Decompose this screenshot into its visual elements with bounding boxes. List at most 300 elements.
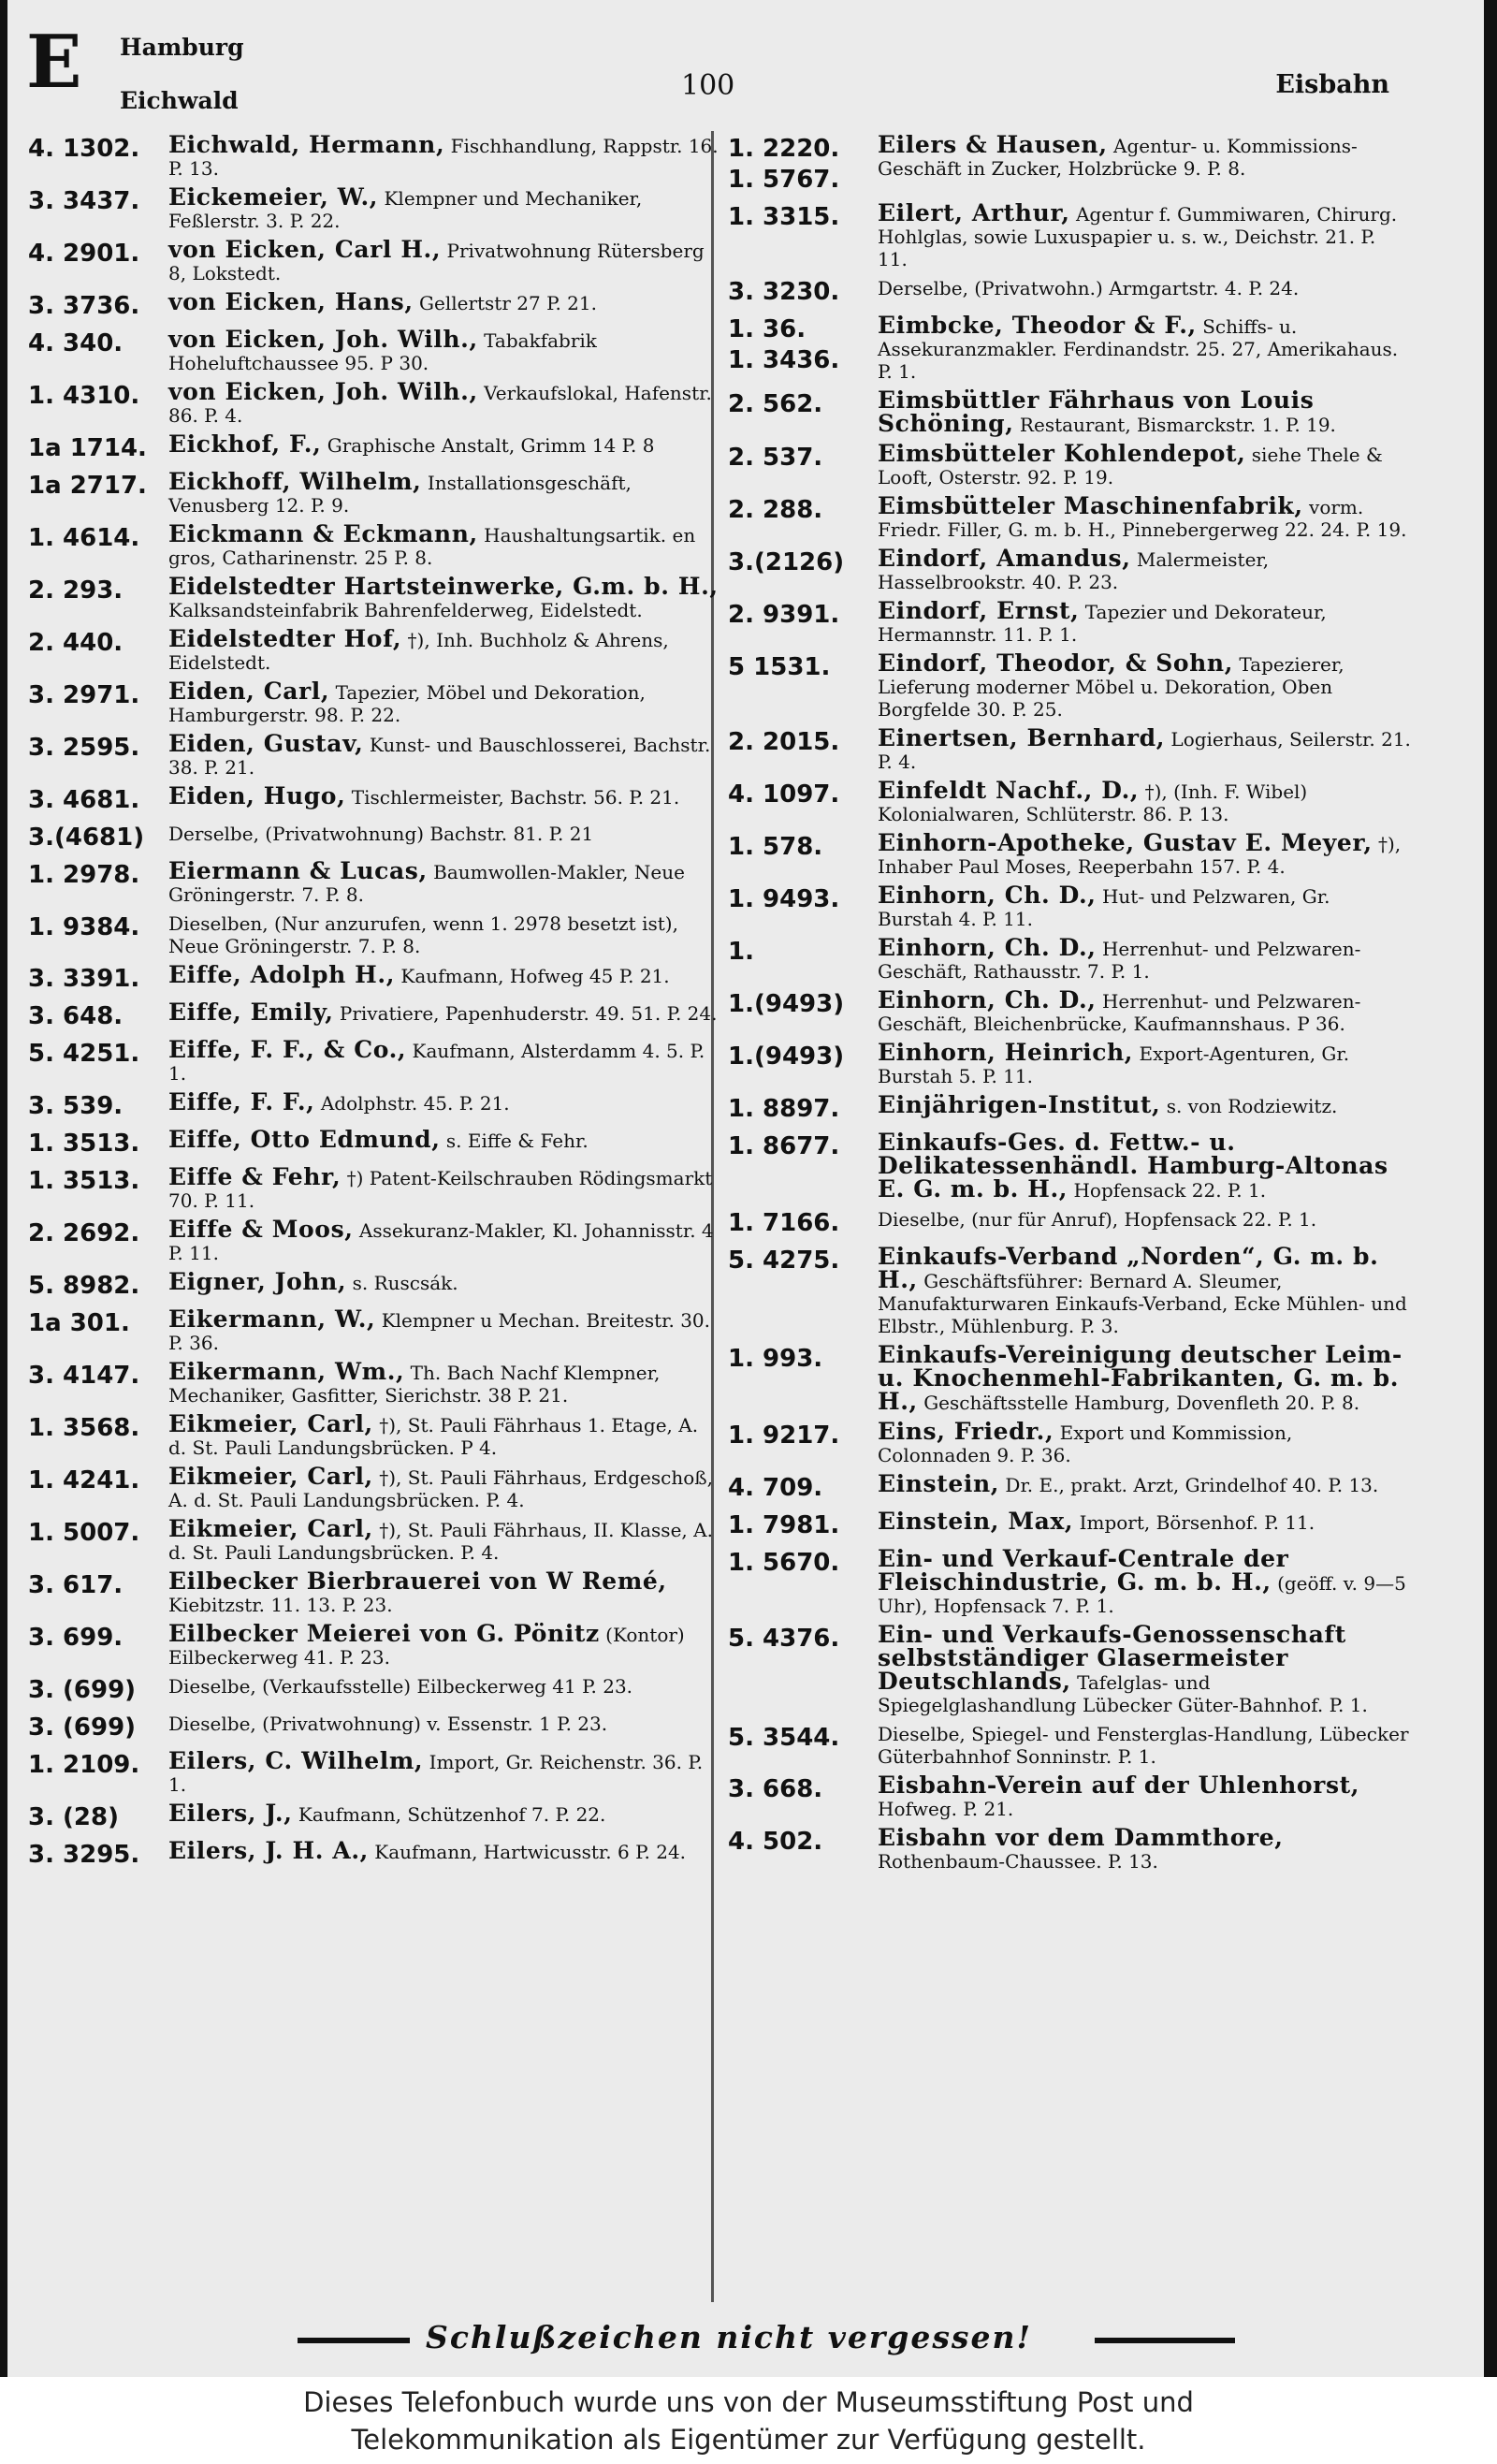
entry-text — [878, 1510, 1411, 1534]
entry-text — [168, 1126, 720, 1153]
directory-entry — [28, 1567, 720, 1616]
ownership-caption — [0, 2384, 1497, 2458]
entry-text — [168, 1088, 720, 1115]
entry-name: Eikermann, W., — [168, 1305, 376, 1333]
entry-details: Graphische Anstalt, Grimm 14 P. 8 — [327, 434, 655, 457]
entry-details: Kiebitzstr. 11. 13. P. 23. — [168, 1594, 393, 1616]
directory-entry — [28, 1410, 720, 1459]
entry-name: Eiffe, F. F., & Co., — [168, 1036, 407, 1063]
entry-name: Eikmeier, Carl, — [168, 1515, 373, 1542]
entry-name: Eiffe, F. F., — [168, 1088, 315, 1115]
entry-name: Einhorn, Ch. D., — [878, 986, 1097, 1013]
entry-details: †) Patent-Keilschrauben Rödingsmarkt 70. P. 11. — [168, 1167, 713, 1212]
entry-details: Haushaltungsartik. en gros, Catharinenstr. 25 P. 8. — [168, 524, 696, 569]
entry-name: Eikmeier, Carl, — [168, 1463, 373, 1490]
entry-text — [878, 1771, 1411, 1820]
entry-name: Eimsbütteler Maschinenfabrik, — [878, 492, 1303, 519]
phone-number: 3.(4681) — [28, 824, 145, 852]
entry-text — [168, 1410, 720, 1459]
directory-entry — [728, 1824, 1411, 1873]
phone-number: 1. 2109. — [28, 1751, 140, 1779]
entry-details: Dieselbe, (nur für Anruf), Hopfensack 22. P. 1. — [878, 1208, 1317, 1231]
header-first-entry: Eichwald — [120, 87, 239, 114]
entry-name: Eickemeier, W., — [168, 183, 379, 211]
phone-number: 3. (699) — [28, 1713, 137, 1742]
entry-details: Tabakfabrik Hoheluftchaussee 95. P 30. — [168, 329, 597, 374]
entry-details: Geschäftsstelle Hamburg, Dovenfleth 20. P. 8. — [923, 1392, 1360, 1414]
entry-name: Eindorf, Amandus, — [878, 545, 1131, 572]
entry-name: Eidelstedter Hartsteinwerke, G.m. b. H., — [168, 573, 719, 600]
entry-name: Einjährigen-Institut, — [878, 1091, 1161, 1118]
entry-details: †), Inh. Buchholz & Ahrens, Eidelstedt. — [168, 629, 669, 674]
entry-name: Eimbcke, Theodor & F., — [878, 312, 1197, 339]
entry-details: Dr. E., prakt. Arzt, Grindelhof 40. P. 13. — [1005, 1474, 1379, 1496]
phone-number: 1. 3513. — [28, 1167, 140, 1195]
entry-text — [168, 468, 720, 517]
phone-number: 1. 9384. — [28, 913, 140, 941]
section-letter: E — [26, 20, 82, 105]
phone-number: 1.(9493) — [728, 1042, 845, 1071]
directory-entry — [28, 378, 720, 427]
entry-text — [878, 1824, 1411, 1873]
directory-entry — [28, 857, 720, 906]
entry-details: †), St. Pauli Fährhaus, II. Klasse, A. d. St. Pauli Landungsbrücken. P. 4. — [168, 1519, 713, 1564]
entry-text — [168, 1163, 720, 1212]
entry-name: Eiden, Gustav, — [168, 730, 364, 757]
directory-entry — [28, 1036, 720, 1085]
phone-number: 1. 8677. — [728, 1132, 840, 1160]
entry-text — [168, 730, 720, 779]
entry-name: Einhorn, Ch. D., — [878, 882, 1097, 909]
directory-entry — [728, 440, 1411, 488]
entry-name: Eikmeier, Carl, — [168, 1410, 373, 1437]
directory-entry — [728, 199, 1411, 270]
directory-entry — [28, 236, 720, 284]
entry-text — [878, 386, 1411, 437]
directory-entry — [28, 131, 720, 180]
phone-number: 1. 3315. — [728, 203, 840, 231]
entry-name: Eilers & Hausen, — [878, 131, 1108, 158]
directory-entry — [28, 288, 720, 322]
entry-text — [878, 1131, 1411, 1202]
entry-name: Eilers, J., — [168, 1800, 293, 1827]
entry-text — [168, 1675, 720, 1698]
entry-details: †), Inhaber Paul Moses, Reeperbahn 157. P. 4. — [878, 833, 1402, 878]
directory-entry — [28, 625, 720, 674]
entry-name: Eindorf, Theodor, & Sohn, — [878, 649, 1234, 677]
phone-number: 1. 7981. — [728, 1511, 840, 1539]
phone-number: 4. 709. — [728, 1474, 823, 1502]
entry-name: Einhorn, Heinrich, — [878, 1039, 1134, 1066]
entry-name: von Eicken, Joh. Wilh., — [168, 378, 478, 405]
entry-name: Eilbecker Bierbrauerei von W Remé, — [168, 1567, 667, 1595]
directory-entry — [728, 547, 1411, 593]
entry-name: Einertsen, Bernhard, — [878, 724, 1166, 751]
entry-text — [168, 520, 720, 569]
entry-text — [878, 986, 1411, 1035]
entry-details: Derselbe, (Privatwohnung) Bachstr. 81. P. 21 — [168, 823, 594, 845]
entry-text — [168, 912, 720, 957]
entry-text — [168, 1515, 720, 1564]
directory-entry — [28, 183, 720, 232]
directory-entry — [28, 680, 720, 726]
directory-entry — [728, 131, 1411, 196]
directory-entry — [28, 823, 720, 853]
entry-details: Hopfensack 22. P. 1. — [1073, 1179, 1267, 1202]
entry-details: Kalksandsteinfabrik Bahrenfelderweg, Eidelstedt. — [168, 599, 643, 621]
entry-text — [168, 625, 720, 674]
entry-details: Fischhandlung, Rappstr. 16. P. 13. — [168, 135, 719, 180]
entry-details: Logierhaus, Seilerstr. 21. P. 4. — [878, 728, 1411, 773]
entry-details: Agentur f. Gummiwaren, Chirurg. Hohlglas, sowie Luxuspapier u. s. w., Deichstr. 21. P. 11. — [878, 203, 1398, 270]
entry-details: Hut- und Pelzwaren, Gr. Burstah 4. P. 11. — [878, 885, 1330, 930]
phone-number: 1a 1714. — [28, 434, 147, 462]
entry-text — [168, 1567, 720, 1616]
entry-text — [878, 1545, 1411, 1617]
entry-text — [168, 1837, 720, 1864]
entry-details: (Kontor) Eilbeckerweg 41. P. 23. — [168, 1624, 685, 1669]
entry-text — [168, 328, 720, 374]
directory-entry — [728, 314, 1411, 383]
entry-name: Eisbahn vor dem Dammthore, — [878, 1824, 1284, 1851]
entry-details: Dieselben, (Nur anzurufen, wenn 1. 2978 besetzt ist), Neue Gröningerstr. 7. P. 8. — [168, 912, 678, 957]
phone-number: 1. 7166. — [728, 1209, 840, 1237]
entry-details: Export-Agenturen, Gr. Burstah 5. P. 11. — [878, 1042, 1350, 1087]
entry-name: Eikermann, Wm., — [168, 1358, 405, 1385]
entry-name: Eilers, J. H. A., — [168, 1837, 369, 1864]
footer-notice: Schlußzeichen nicht vergessen! — [426, 2319, 1032, 2355]
entry-name: Eiffe & Moos, — [168, 1216, 354, 1243]
directory-entry — [728, 1039, 1411, 1087]
entry-name: Eigner, John, — [168, 1268, 347, 1295]
phone-number: 3.(2126) — [728, 548, 845, 576]
left-column — [28, 131, 720, 1877]
entry-name: Eilers, C. Wilhelm, — [168, 1747, 424, 1774]
phone-number: 1. 36. 1. 3436. — [728, 315, 840, 374]
directory-entry — [28, 1088, 720, 1122]
entry-text — [878, 1621, 1411, 1716]
entry-name: Eindorf, Ernst, — [878, 597, 1080, 624]
entry-name: Eickhoff, Wilhelm, — [168, 468, 422, 495]
directory-entry — [728, 386, 1411, 437]
entry-details: Import, Börsenhof. P. 11. — [1079, 1511, 1315, 1534]
directory-entry — [728, 1771, 1411, 1820]
directory-entry — [28, 1713, 720, 1743]
entry-details: Installationsgeschäft, Venusberg 12. P. 9. — [168, 472, 632, 517]
entry-details: Agentur- u. Kommissions-Geschäft in Zucker, Holzbrücke 9. P. 8. — [878, 135, 1358, 180]
footer-rule-right — [1095, 2338, 1235, 2343]
phone-number: 4. 340. — [28, 329, 124, 357]
phone-number: 1a 301. — [28, 1309, 130, 1337]
entry-text — [878, 277, 1411, 299]
right-column — [728, 131, 1411, 1879]
entry-text — [168, 1305, 720, 1354]
phone-number: 3. (28) — [28, 1803, 119, 1831]
phone-number: 1. 5670. — [728, 1549, 840, 1577]
entry-text — [168, 961, 720, 988]
directory-entry — [728, 1208, 1411, 1239]
phone-number: 1. 9217. — [728, 1422, 840, 1450]
directory-entry — [28, 912, 720, 957]
entry-details: Privatwohnung Rütersberg 8, Lokstedt. — [168, 240, 705, 284]
phone-number: 1. 3568. — [28, 1414, 140, 1442]
entry-details: Dieselbe, Spiegel- und Fensterglas-Handlung, Lübecker Güterbahnhof Sonninstr. P. 1. — [878, 1723, 1409, 1768]
entry-text — [168, 1268, 720, 1295]
entry-text — [168, 857, 720, 906]
entry-name: Eilbecker Meierei von G. Pönitz — [168, 1620, 600, 1647]
phone-number: 1a 2717. — [28, 472, 147, 500]
phone-number: 1. 2220. 1. 5767. — [728, 135, 840, 194]
entry-name: Eisbahn-Verein auf der Uhlenhorst, — [878, 1771, 1360, 1799]
entry-name: Ein- und Verkauf-Centrale der Fleischindustrie, G. m. b. H., — [878, 1545, 1289, 1596]
entry-name: Eimsbütteler Kohlendepot, — [878, 440, 1246, 467]
entry-text — [168, 1747, 720, 1796]
directory-entry — [28, 468, 720, 517]
phone-number: 1. 8897. — [728, 1095, 840, 1123]
entry-name: Eiffe, Otto Edmund, — [168, 1126, 441, 1153]
entry-text — [878, 724, 1411, 773]
phone-number: 2. 293. — [28, 576, 124, 605]
entry-text — [168, 378, 720, 427]
phone-number: 2. 440. — [28, 629, 124, 657]
directory-entry — [728, 1418, 1411, 1466]
entry-text — [168, 1001, 720, 1025]
entry-details: Klempner und Mechaniker, Feßlerstr. 3. P. 22. — [168, 187, 643, 232]
entry-details: Klempner u Mechan. Breitestr. 30. P. 36. — [168, 1309, 710, 1354]
entry-name: Einstein, Max, — [878, 1508, 1074, 1535]
directory-entry — [728, 277, 1411, 308]
phone-number: 3. (699) — [28, 1676, 137, 1704]
entry-details: s. Ruscsák. — [352, 1272, 458, 1294]
entry-details: Tapezier und Dekorateur, Hermannstr. 11. P. 1. — [878, 601, 1327, 646]
entry-details: Herrenhut- und Pelzwaren-Geschäft, Rathausstr. 7. P. 1. — [878, 938, 1361, 983]
entry-text — [168, 1465, 720, 1511]
entry-name: Eiden, Carl, — [168, 678, 330, 705]
entry-details: Kunst- und Bauschlosserei, Bachstr. 38. P. 21. — [168, 734, 711, 779]
directory-entry — [728, 1243, 1411, 1337]
entry-name: Eimsbüttler Fährhaus von Louis Schöning, — [878, 386, 1315, 437]
directory-entry — [28, 430, 720, 464]
directory-entry — [28, 1305, 720, 1354]
entry-details: †), (Inh. F. Wibel) Kolonialwaren, Schlüterstr. 86. P. 13. — [878, 780, 1308, 825]
phone-number: 5. 4275. — [728, 1247, 840, 1275]
phone-number: 5. 4376. — [728, 1625, 840, 1653]
footer-rule-left — [298, 2338, 410, 2343]
entry-details: Assekuranz-Makler, Kl. Johannisstr. 4 P. 11. — [168, 1219, 714, 1264]
entry-text — [168, 1036, 720, 1085]
entry-text — [878, 597, 1411, 646]
entry-text — [168, 1713, 720, 1735]
phone-number: 2. 9391. — [728, 601, 840, 629]
entry-text — [878, 440, 1411, 488]
entry-details: Restaurant, Bismarckstr. 1. P. 19. — [1019, 414, 1336, 436]
entry-text — [878, 934, 1411, 983]
phone-number: 5. 8982. — [28, 1272, 140, 1300]
entry-text — [168, 236, 720, 284]
directory-entry — [28, 1747, 720, 1796]
directory-entry — [728, 597, 1411, 646]
entry-details: Privatiere, Papenhuderstr. 49. 51. P. 24. — [339, 1002, 718, 1025]
directory-entry — [728, 1510, 1411, 1541]
directory-entry — [728, 1091, 1411, 1125]
phone-number: 1. 2978. — [28, 861, 140, 889]
entry-name: Eiden, Hugo, — [168, 782, 346, 809]
directory-entry — [28, 782, 720, 816]
entry-name: Eiffe, Adolph H., — [168, 961, 396, 988]
phone-number: 4. 1097. — [728, 780, 840, 809]
entry-text — [168, 680, 720, 726]
directory-entry — [728, 829, 1411, 878]
entry-name: Einhorn, Ch. D., — [878, 934, 1097, 961]
entry-details: Hofweg. P. 21. — [878, 1798, 1014, 1820]
phone-number: 3. 2595. — [28, 734, 140, 762]
entry-details: s. Eiffe & Fehr. — [445, 1130, 589, 1152]
entry-details: Tafelglas- und Spiegelglashandlung Lübecker Güter-Bahnhof. P. 1. — [878, 1671, 1368, 1716]
directory-entry — [28, 1218, 720, 1264]
entry-name: von Eicken, Hans, — [168, 288, 414, 315]
page-number: 100 — [681, 69, 735, 102]
phone-number: 1. 4310. — [28, 382, 140, 410]
entry-name: Einkaufs-Ges. d. Fettw.- u. Delikatessenhändl. Hamburg-Altonas E. G. m. b. H., — [878, 1129, 1388, 1203]
directory-entry — [728, 724, 1411, 773]
entry-text — [878, 1341, 1411, 1415]
directory-entry — [28, 1515, 720, 1564]
entry-name: von Eicken, Carl H., — [168, 236, 442, 263]
phone-number: 3. 668. — [728, 1775, 823, 1803]
entry-name: Eins, Friedr., — [878, 1418, 1054, 1445]
entry-details: Kaufmann, Schützenhof 7. P. 22. — [298, 1803, 606, 1826]
entry-details: Dieselbe, (Verkaufsstelle) Eilbeckerweg 41 P. 23. — [168, 1675, 633, 1698]
entry-text — [878, 1208, 1411, 1231]
entry-details: Tapezierer, Lieferung moderner Möbel u. Dekoration, Oben Borgfelde 30. P. 25. — [878, 653, 1344, 721]
directory-entry — [28, 1268, 720, 1302]
entry-text — [168, 430, 720, 458]
directory-entry — [728, 777, 1411, 825]
caption-line-1: Dieses Telefonbuch wurde uns von der Museumsstiftung Post und — [303, 2386, 1194, 2418]
phone-number: 3. 617. — [28, 1571, 124, 1599]
entry-details: Gellertstr 27 P. 21. — [419, 292, 597, 314]
phone-number: 3. 3230. — [728, 278, 840, 306]
entry-text — [878, 492, 1411, 541]
phone-number: 3. 4147. — [28, 1362, 140, 1390]
directory-entry — [28, 1675, 720, 1706]
phone-number: 4. 2901. — [28, 240, 140, 268]
phone-number: 1. 5007. — [28, 1519, 140, 1547]
directory-entry — [28, 1126, 720, 1159]
entry-text — [878, 1418, 1411, 1466]
entry-text — [878, 884, 1411, 930]
directory-entry — [28, 1802, 720, 1833]
entry-name: Einkaufs-Verband „Norden“, G. m. b. H., — [878, 1243, 1379, 1293]
phone-number: 1. 4614. — [28, 524, 140, 552]
entry-text — [878, 131, 1411, 180]
entry-name: Eiffe & Fehr, — [168, 1163, 342, 1190]
phone-number: 4. 1302. — [28, 135, 140, 163]
entry-text — [168, 183, 720, 232]
phone-number: 1.(9493) — [728, 990, 845, 1018]
entry-details: Tapezier, Möbel und Dekoration, Hamburgerstr. 98. P. 22. — [168, 681, 646, 726]
entry-text — [878, 777, 1411, 825]
entry-details: Kaufmann, Hofweg 45 P. 21. — [400, 965, 670, 987]
phone-number: 2. 2015. — [728, 728, 840, 756]
phone-number: 3. 3391. — [28, 965, 140, 993]
entry-text — [878, 547, 1411, 593]
entry-text — [878, 314, 1411, 383]
entry-text — [168, 1218, 720, 1264]
entry-details: Import, Gr. Reichenstr. 36. P. 1. — [168, 1751, 704, 1796]
entry-details: Schiffs- u. Assekuranzmakler. Ferdinandstr. 25. 27, Amerikahaus. P. 1. — [878, 315, 1399, 383]
entry-details: Rothenbaum-Chaussee. P. 13. — [878, 1850, 1158, 1873]
phone-number: 1. 3513. — [28, 1130, 140, 1158]
entry-name: von Eicken, Joh. Wilh., — [168, 326, 478, 353]
directory-entry — [28, 328, 720, 374]
directory-entry — [728, 649, 1411, 721]
directory-entry — [728, 934, 1411, 983]
header-city: Hamburg — [120, 34, 244, 61]
phone-number: 2. 288. — [728, 496, 823, 524]
entry-text — [168, 1620, 720, 1669]
entry-text — [168, 288, 720, 315]
entry-text — [878, 1723, 1411, 1768]
directory-entry — [28, 1837, 720, 1871]
entry-text — [878, 1039, 1411, 1087]
entry-name: Einstein, — [878, 1470, 1000, 1497]
phone-number: 4. 502. — [728, 1828, 823, 1856]
entry-details: †), St. Pauli Fährhaus, Erdgeschoß, A. d. St. Pauli Landungsbrücken. P. 4. — [168, 1466, 713, 1511]
entry-details: Derselbe, (Privatwohn.) Armgartstr. 4. P. 24. — [878, 277, 1300, 299]
entry-details: †), St. Pauli Fährhaus 1. Etage, A. d. St. Pauli Landungsbrücken. P 4. — [168, 1414, 699, 1459]
entry-text — [878, 1091, 1411, 1118]
entry-details: vorm. Friedr. Filler, G. m. b. H., Pinnebergerweg 22. 24. P. 19. — [878, 496, 1407, 541]
directory-entry — [728, 492, 1411, 541]
entry-name: Eichwald, Hermann, — [168, 131, 445, 158]
phone-number: 5 1531. — [728, 653, 831, 681]
entry-text — [878, 829, 1411, 878]
entry-name: Einhorn-Apotheke, Gustav E. Meyer, — [878, 829, 1373, 856]
entry-name: Ein- und Verkaufs-Genossenschaft selbstständiger Glasermeister Deutschlands, — [878, 1621, 1346, 1695]
directory-entry — [28, 730, 720, 779]
directory-entry — [28, 1465, 720, 1511]
entry-details: Herrenhut- und Pelzwaren-Geschäft, Bleichenbrücke, Kaufmannshaus. P 36. — [878, 990, 1361, 1035]
entry-details: Malermeister, Hasselbrookstr. 40. P. 23. — [878, 548, 1270, 593]
phone-number: 1. — [728, 938, 754, 966]
phone-number: 1. 578. — [728, 833, 823, 861]
phone-number: 3. 2971. — [28, 681, 140, 709]
phone-number: 5. 4251. — [28, 1040, 140, 1068]
entry-name: Einfeldt Nachf., D., — [878, 777, 1140, 804]
entry-name: Eiffe, Emily, — [168, 999, 334, 1026]
entry-details: Adolphstr. 45. P. 21. — [320, 1092, 510, 1115]
directory-entry — [28, 961, 720, 995]
entry-name: Eilert, Arthur, — [878, 199, 1070, 226]
phone-number: 2. 562. — [728, 390, 823, 418]
entry-text — [168, 573, 720, 621]
entry-text — [168, 823, 720, 845]
phone-number: 2. 2692. — [28, 1219, 140, 1247]
entry-details: Geschäftsführer: Bernard A. Sleumer, Manufakturwaren Einkaufs-Verband, Ecke Mühlen- und Elbstr., Mühlenburg. P. 3. — [878, 1270, 1407, 1337]
phone-number: 3. 3437. — [28, 187, 140, 215]
header-last-entry: Eisbahn — [1275, 70, 1389, 99]
entry-details: siehe Thele & Looft, Osterstr. 92. P. 19. — [878, 444, 1383, 488]
entry-name: Einkaufs-Vereinigung deutscher Leim- u. Knochenmehl-Fabrikanten, G. m. b. H., — [878, 1341, 1403, 1415]
entry-text — [878, 649, 1411, 721]
directory-entry — [28, 1163, 720, 1212]
entry-name: Eickhof, F., — [168, 430, 322, 458]
entry-details: s. von Rodziewitz. — [1166, 1095, 1338, 1117]
phone-number: 3. 3295. — [28, 1841, 140, 1869]
phone-number: 1. 9493. — [728, 885, 840, 913]
directory-entry — [728, 1341, 1411, 1415]
